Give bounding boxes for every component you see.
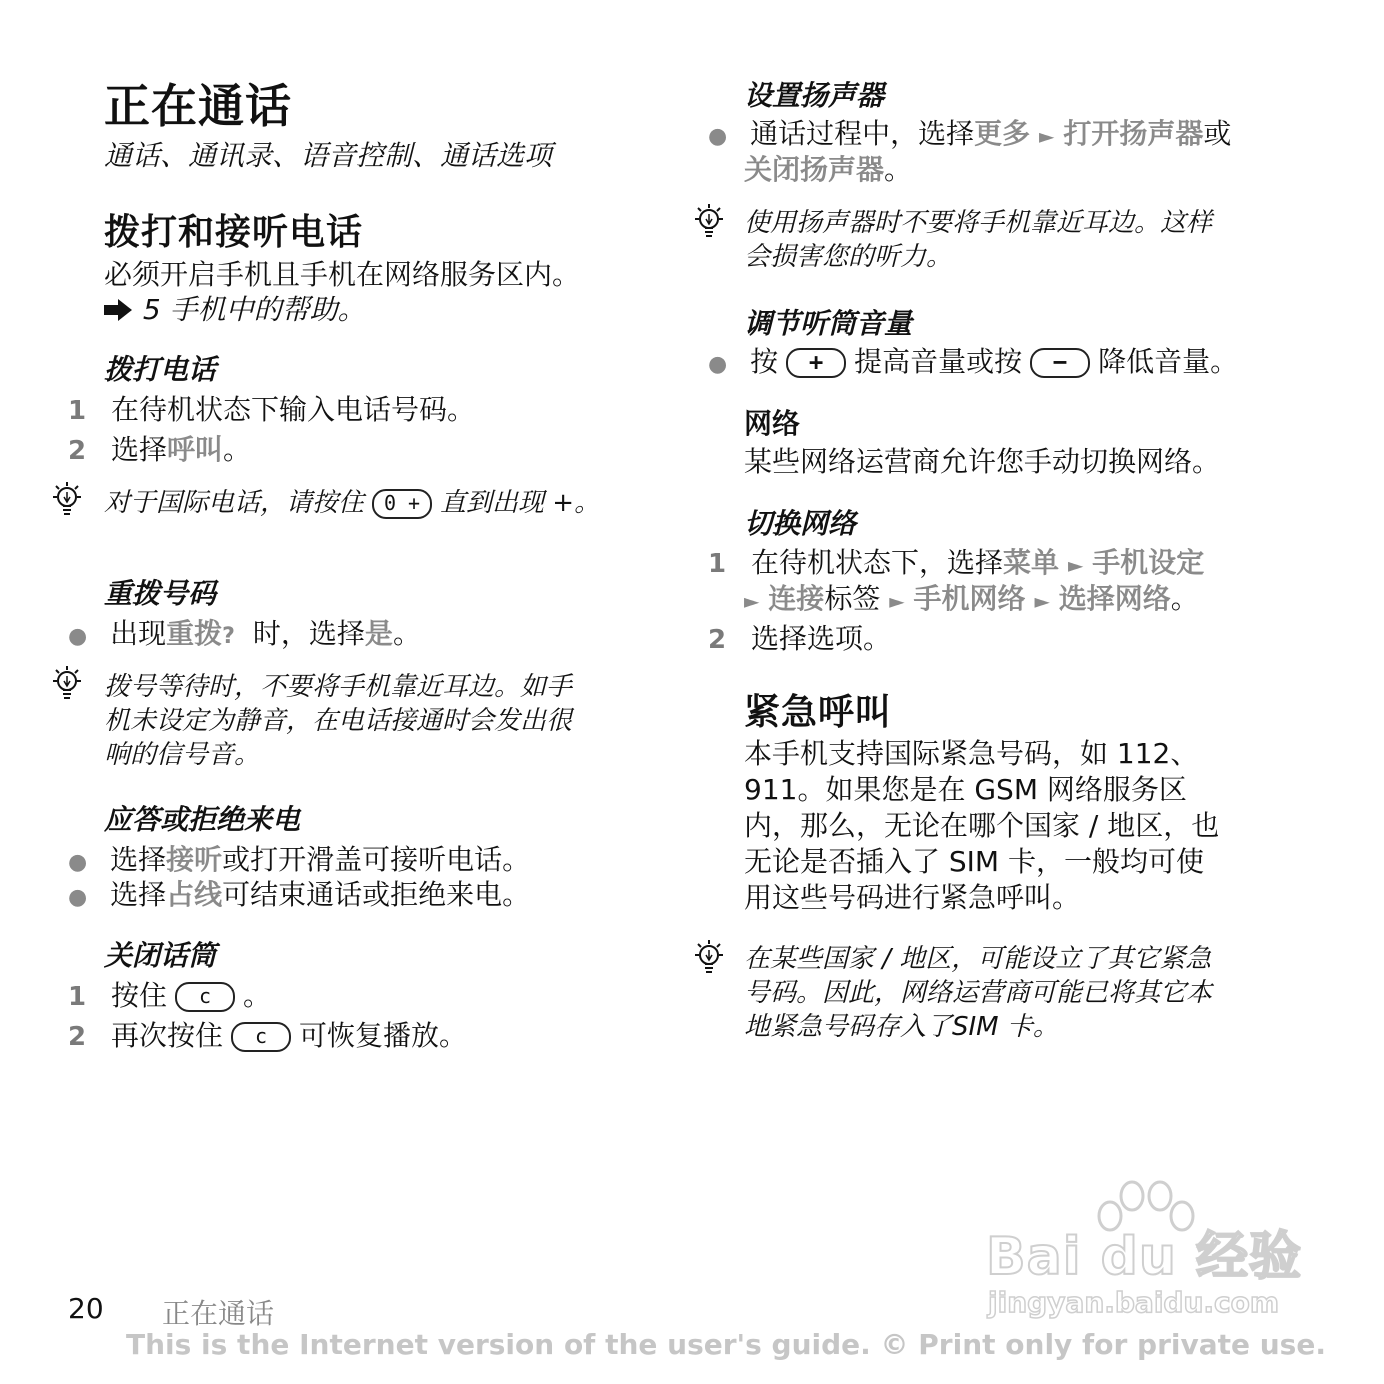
bullet-text: 出现 (110, 617, 167, 650)
subheading-redial: 重拨号码 (104, 577, 217, 610)
menu-arrow-icon: ► (744, 589, 760, 613)
footer-section: 正在通话 (162, 1297, 275, 1330)
subheading-volume: 调节听筒音量 (744, 307, 913, 340)
bullet-item (708, 340, 1238, 380)
subheading-network: 网络 (744, 407, 801, 440)
step-text: 。 (1170, 582, 1199, 615)
step-text: 在待机状态下，选择 (751, 546, 1004, 579)
menu-term-redial: 重拨 (166, 617, 223, 650)
page-number: 20 (68, 1292, 104, 1325)
step-number: 1 (68, 396, 87, 426)
step-item (708, 541, 1204, 581)
subheading-speaker: 设置扬声器 (744, 79, 885, 112)
key-c: c (231, 1022, 291, 1052)
menu-term-connectivity: 连接 (768, 582, 825, 615)
menu-term-select-network: 选择网络 (1058, 582, 1171, 615)
step-continuation (744, 577, 1199, 617)
subheading-switch-network: 切换网络 (744, 507, 857, 540)
menu-term-menu: 菜单 (1003, 546, 1060, 579)
bullet-text: 。 (392, 617, 421, 650)
menu-term-redial-question: ? (222, 624, 235, 649)
step-item (68, 428, 251, 468)
bullet-text: 提高音量或按 (854, 345, 1023, 378)
key-c: c (175, 982, 235, 1012)
lightbulb-icon (690, 202, 728, 242)
tip-dial-wait-line1: 拨号等待时，不要将手机靠近耳边。如手 (104, 672, 573, 702)
step-text: 标签 (824, 582, 881, 615)
step-text: 选择 (111, 433, 168, 466)
step-item (68, 1014, 467, 1054)
menu-arrow-icon: ► (889, 589, 905, 613)
bullet-continuation (744, 148, 912, 188)
step-text: 。 (223, 433, 252, 466)
page-title: 正在通话 (104, 79, 292, 133)
emergency-text-line2: 911。如果您是在 GSM 网络服务区 (744, 773, 1187, 806)
bullet-text: 降低音量。 (1098, 345, 1239, 378)
menu-term-settings: 手机设定 (1092, 546, 1205, 579)
bullet-item (68, 838, 530, 878)
bullet-item (708, 112, 1231, 152)
menu-term-more: 更多 (974, 117, 1031, 150)
emergency-text-line4: 无论是否插入了 SIM 卡，一般均可使 (744, 845, 1204, 878)
step-item (68, 974, 271, 1014)
page-subtitle: 通话、通讯录、语音控制、通话选项 (104, 139, 553, 172)
bullet-text: 可结束通话或拒绝来电。 (222, 878, 531, 911)
section-text: 某些网络运营商允许您手动切换网络。 (744, 445, 1221, 478)
step-text: 再次按住 (111, 1019, 224, 1052)
subheading-make-call: 拨打电话 (104, 353, 217, 386)
lightbulb-icon (48, 480, 86, 520)
menu-term-call: 呼叫 (167, 433, 224, 466)
tip-speaker-line2: 会损害您的听力。 (744, 242, 953, 272)
bullet-dot: ● (708, 352, 728, 377)
step-text: 可恢复播放。 (299, 1019, 468, 1052)
key-volume-up: + (786, 348, 846, 378)
step-number: 2 (68, 436, 87, 466)
tip-text: 对于国际电话，请按住 (104, 488, 365, 518)
bullet-item (68, 873, 530, 913)
section-text: 必须开启手机且手机在网络服务区内。 (104, 258, 581, 291)
bullet-item (68, 612, 421, 652)
step-text: 在待机状态下输入电话号码。 (111, 393, 476, 426)
subheading-answer-reject: 应答或拒绝来电 (104, 803, 301, 836)
menu-term-yes: 是 (364, 617, 393, 650)
step-number: 2 (68, 1022, 87, 1052)
step-text: 选择选项。 (751, 622, 892, 655)
baidu-jingyan-logo: Bai du 经验 (986, 1227, 1302, 1287)
tip-international (104, 482, 600, 519)
bullet-text: 或打开滑盖可接听电话。 (222, 843, 531, 876)
emergency-text-line3: 内，那么，无论在哪个国家 / 地区，也 (744, 809, 1220, 842)
section-heading-make-receive: 拨打和接听电话 (104, 212, 364, 253)
subheading-mute: 关闭话筒 (104, 939, 217, 972)
section-heading-emergency: 紧急呼叫 (744, 692, 893, 733)
menu-term-answer: 接听 (166, 843, 223, 876)
tip-emergency-line3: 地紧急号码存入了SIM 卡。 (744, 1012, 1059, 1042)
step-number: 1 (708, 549, 727, 579)
lightbulb-icon (690, 938, 728, 978)
menu-arrow-icon: ► (1067, 553, 1084, 577)
bullet-text: 或 (1203, 117, 1232, 150)
footer-notice: This is the Internet version of the user's guide. © Print only for private use. (126, 1328, 1326, 1361)
lightbulb-icon (48, 664, 86, 704)
menu-arrow-icon: ► (1034, 589, 1050, 613)
bullet-text: 选择 (110, 878, 167, 911)
help-reference[interactable] (104, 288, 366, 328)
bullet-dot: ● (68, 850, 88, 875)
menu-arrow-icon: ► (1039, 124, 1055, 148)
step-number: 2 (708, 625, 727, 655)
bullet-text: 选择 (110, 843, 167, 876)
menu-term-phone-network: 手机网络 (913, 582, 1026, 615)
menu-term-speaker-on: 打开扬声器 (1063, 117, 1204, 150)
step-text: 按住 (111, 979, 168, 1012)
tip-dial-wait-line2: 机未设定为静音，在电话接通时会发出很 (104, 706, 573, 736)
help-reference-label: 5 手机中的帮助。 (142, 293, 366, 326)
key-zero-plus: 0 + (372, 489, 432, 519)
bullet-text: 按 (750, 345, 779, 378)
bullet-dot: ● (708, 124, 728, 149)
bullet-dot: ● (68, 885, 88, 910)
step-text: 。 (243, 979, 272, 1012)
menu-term-speaker-off: 关闭扬声器 (744, 153, 885, 186)
watermark-url: jingyan.baidu.com (988, 1286, 1280, 1319)
bullet-dot: ● (68, 624, 88, 649)
bullet-text: 时，选择 (252, 617, 365, 650)
tip-emergency-line2: 号码。因此，网络运营商可能已将其它本 (744, 978, 1213, 1008)
emergency-text-line1: 本手机支持国际紧急号码，如 112、 (744, 737, 1199, 770)
emergency-text-line5: 用这些号码进行紧急呼叫。 (744, 881, 1081, 914)
step-item (68, 388, 475, 428)
bullet-text: 通话过程中，选择 (750, 117, 975, 150)
tip-speaker-line1: 使用扬声器时不要将手机靠近耳边。这样 (744, 208, 1213, 238)
tip-emergency-line1: 在某些国家 / 地区，可能设立了其它紧急 (744, 944, 1212, 974)
tip-dial-wait-line3: 响的信号音。 (104, 740, 261, 770)
bullet-text: 。 (884, 153, 913, 186)
menu-term-busy: 占线 (166, 878, 223, 911)
arrow-right-icon (104, 299, 134, 321)
step-item (708, 617, 891, 657)
tip-text: 直到出现 +。 (440, 488, 601, 518)
step-number: 1 (68, 982, 87, 1012)
key-volume-down: − (1030, 348, 1090, 378)
